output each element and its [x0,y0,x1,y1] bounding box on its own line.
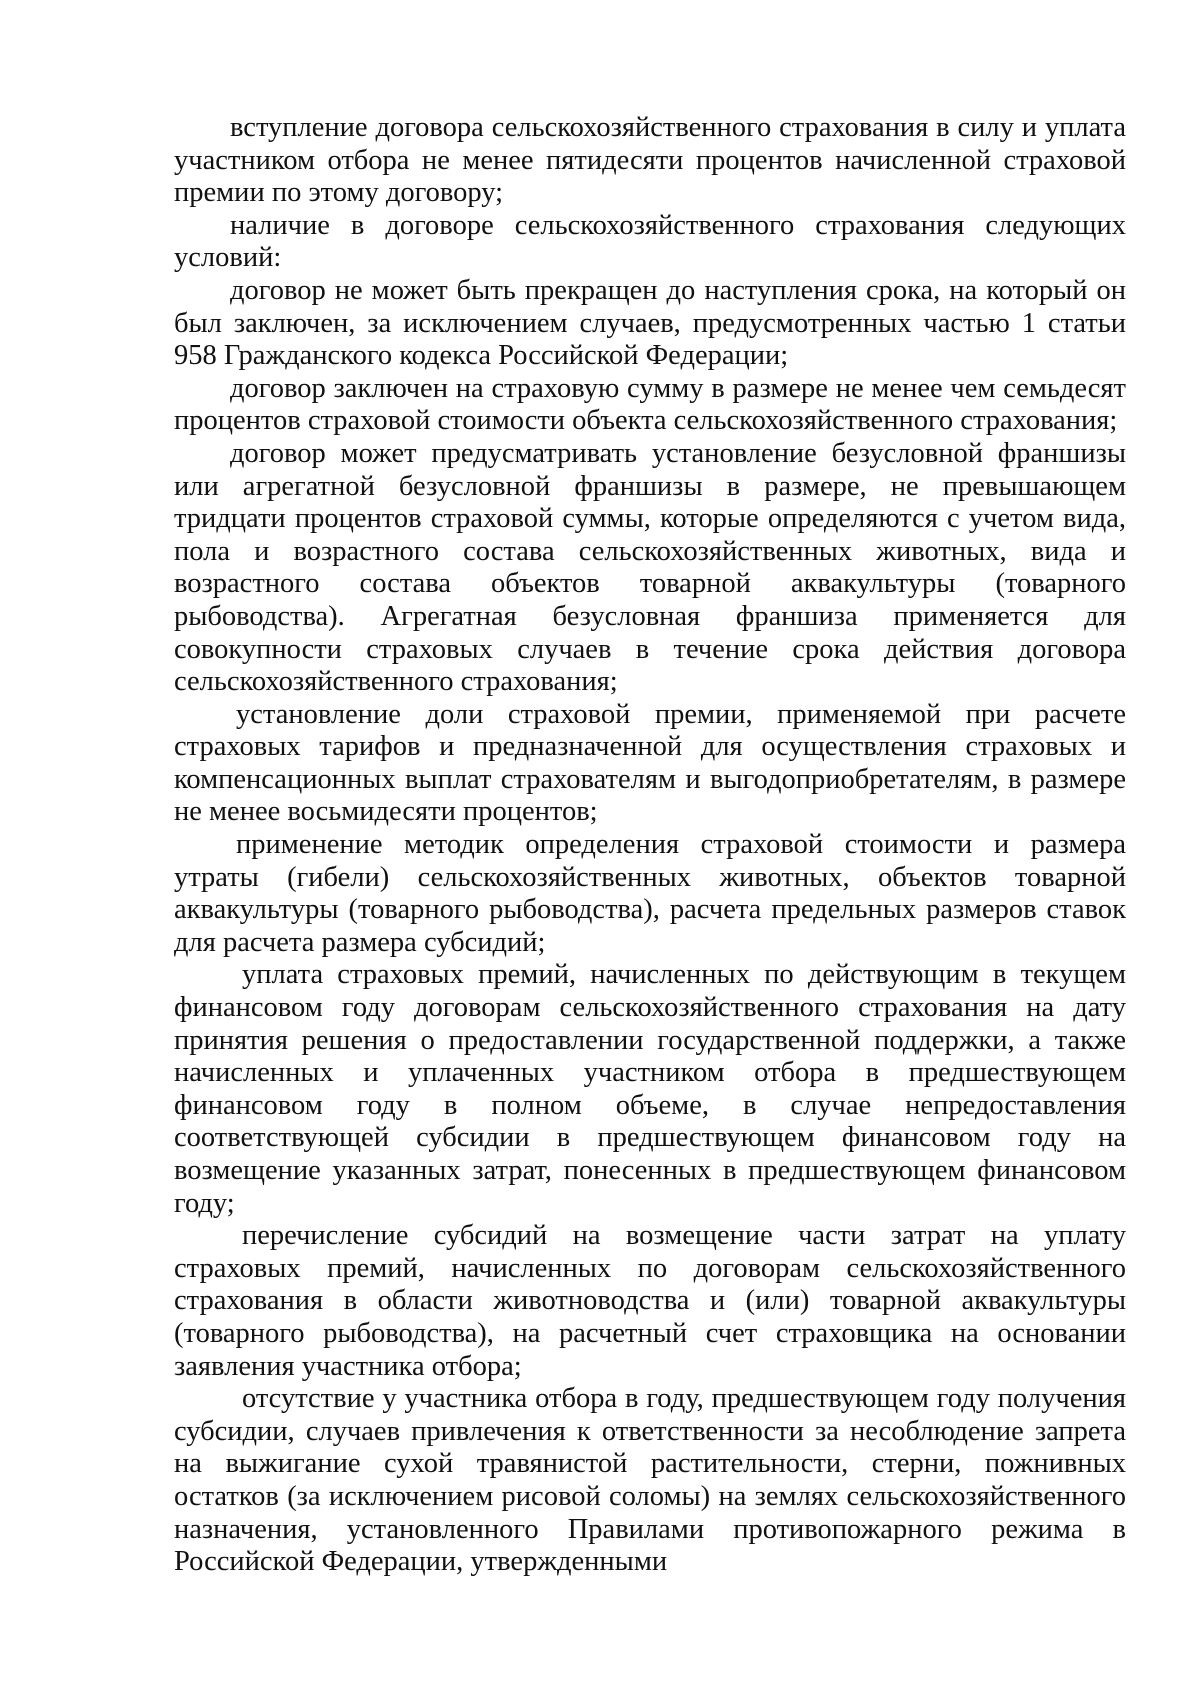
paragraph-fire-ban-compliance: отсутствие у участника отбора в году, предшествующем году получения субсидии, случаев привлечения к ответственности за несоблюдение запрета на выжигание сухой травянистой растительности, стерни, пожнивных остатков (за исключением рисовой соломы) на землях сельскохозяйственного назначения, установленного Правилами противопожарного режима в Российской Федерации, утвержденными [174,1383,1126,1578]
document-body [174,112,1126,1579]
paragraph-franchise: договор может предусматривать установление безусловной франшизы или агрегатной безусловной франшизы в размере, не превышающем тридцати процентов страховой суммы, которые определяются с учетом вида, пола и возрастного состава сельскохозяйственных животных, вида и возрастного состава объектов товарной аквакультуры (товарного рыбоводства). Агрегатная безусловная франшиза применяется для совокупности страховых случаев в течение срока действия договора сельскохозяйственного страхования; [174,437,1126,698]
paragraph-contract-conditions: наличие в договоре сельскохозяйственного страхования следующих условий: [174,209,1126,274]
paragraph-methods: применение методик определения страховой стоимости и размера утраты (гибели) сельскохозяйственных животных, объектов товарной аквакультуры (товарного рыбоводства), расчета предельных размеров ставок для расчета размера субсидий; [174,829,1126,958]
paragraph-subsidy-transfer: перечисление субсидий на возмещение части затрат на уплату страховых премий, начисленных по договорам сельскохозяйственного страхования в области животноводства и (или) товарной аквакультуры (товарного рыбоводства), на расчетный счет страховщика на основании заявления участника отбора; [174,1220,1126,1382]
paragraph-premium-share: установление доли страховой премии, применяемой при расчете страховых тарифов и предназначенной для осуществления страховых и компенсационных выплат страхователям и выгодоприобретателям, в размере не менее восьмидесяти процентов; [174,698,1126,828]
paragraph-termination: договор не может быть прекращен до наступления срока, на который он был заключен, за исключением случаев, предусмотренных частью 1 статьи 958 Гражданского кодекса Российской Федерации; [174,274,1126,372]
paragraph-insured-sum: договор заключен на страховую сумму в размере не менее чем семьдесят процентов страховой стоимости объекта сельскохозяйственного страхования; [174,372,1126,437]
paragraph-premium-payment: уплата страховых премий, начисленных по действующим в текущем финансовом году договорам сельскохозяйственного страхования на дату принятия решения о предоставлении государственной поддержки, а также начисленных и уплаченных участником отбора в предшествующем финансовом году в полном объеме, в случае непредоставления соответствующей субсидии в предшествующем финансовом году на возмещение указанных затрат, понесенных в предшествующем финансовом году; [174,959,1126,1219]
paragraph-entry-into-force: вступление договора сельскохозяйственного страхования в силу и уплата участником отбора не менее пятидесяти процентов начисленной страховой премии по этому договору; [174,112,1126,209]
